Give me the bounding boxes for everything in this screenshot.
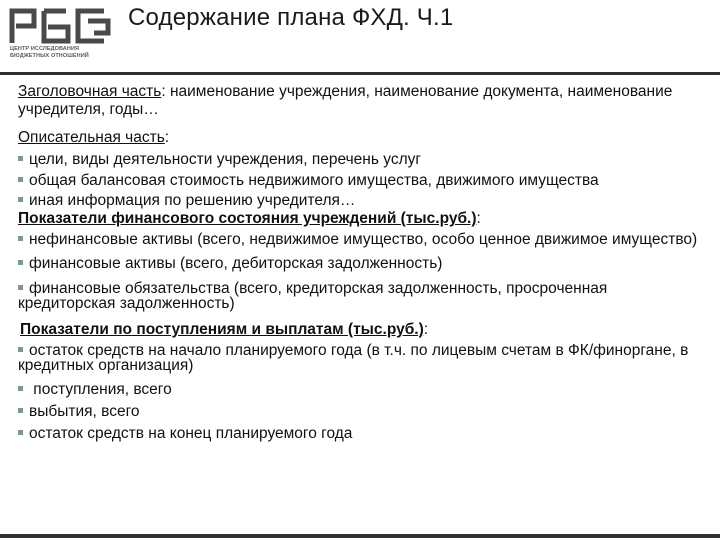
rbc-logo-mark [8,7,112,45]
bullet-icon [18,236,23,241]
descriptive-suffix: : [164,129,170,146]
bullet-icon [18,386,23,391]
header-part-paragraph [18,83,698,119]
logo [4,5,116,67]
slide-content [18,83,698,443]
bullet-icon [18,347,23,352]
list-item: остаток средств на конец планируемого года [18,425,698,443]
top-divider [0,72,720,75]
list-item: иная информация по решению учредителя… [18,192,698,210]
descriptive-heading-line [18,129,698,147]
page-title: Содержание плана ФХД. Ч.1 [128,4,454,31]
bullet-icon [18,177,23,182]
list-item: поступления, всего [18,381,698,399]
bullet-icon [18,260,23,265]
logo-caption-line1: ЦЕНТР ИССЛЕДОВАНИЯ [10,46,80,52]
receipts-suffix: : [423,321,429,338]
bullet-icon [18,408,23,413]
list-item: остаток средств на начало планируемого года (в т.ч. по лицевым счетам в ФК/финоргане, в кредитных организация) [18,342,689,374]
financial-suffix: : [476,210,481,227]
bottom-divider [0,534,720,538]
list-item: финансовые активы (всего, дебиторская задолженность) [18,255,698,273]
header-part-heading: Заголовочная часть [18,83,162,100]
descriptive-heading: Описательная часть [18,129,165,146]
logo-caption [10,46,114,59]
list-item: финансовые обязательства (всего, кредиторская задолженность, просроченная кредиторская задолженность) [18,280,608,312]
list-item: общая балансовая стоимость недвижимого имущества, движимого имущества [18,173,698,188]
list-item: цели, виды деятельности учреждения, перечень услуг [18,151,698,169]
header-part-text: : наименование учреждения, наименование документа, наименование учредителя, годы… [18,83,673,118]
list-item: выбытия, всего [18,403,698,421]
logo-caption-line2: БЮДЖЕТНЫХ ОТНОШЕНИЙ [10,52,89,59]
financial-heading: Показатели финансового состояния учреждений (тыс.руб.) [18,210,477,227]
bullet-icon [18,430,23,435]
receipts-heading: Показатели по поступлениям и выплатам (тыс.руб.) [20,321,424,338]
receipts-heading-line [18,321,698,339]
bullet-icon [18,197,23,202]
bullet-icon [18,285,23,290]
financial-heading-line [18,210,698,228]
list-item: нефинансовые активы (всего, недвижимое имущество, особо ценное движимое имущество) [18,232,698,247]
bullet-icon [18,156,23,161]
